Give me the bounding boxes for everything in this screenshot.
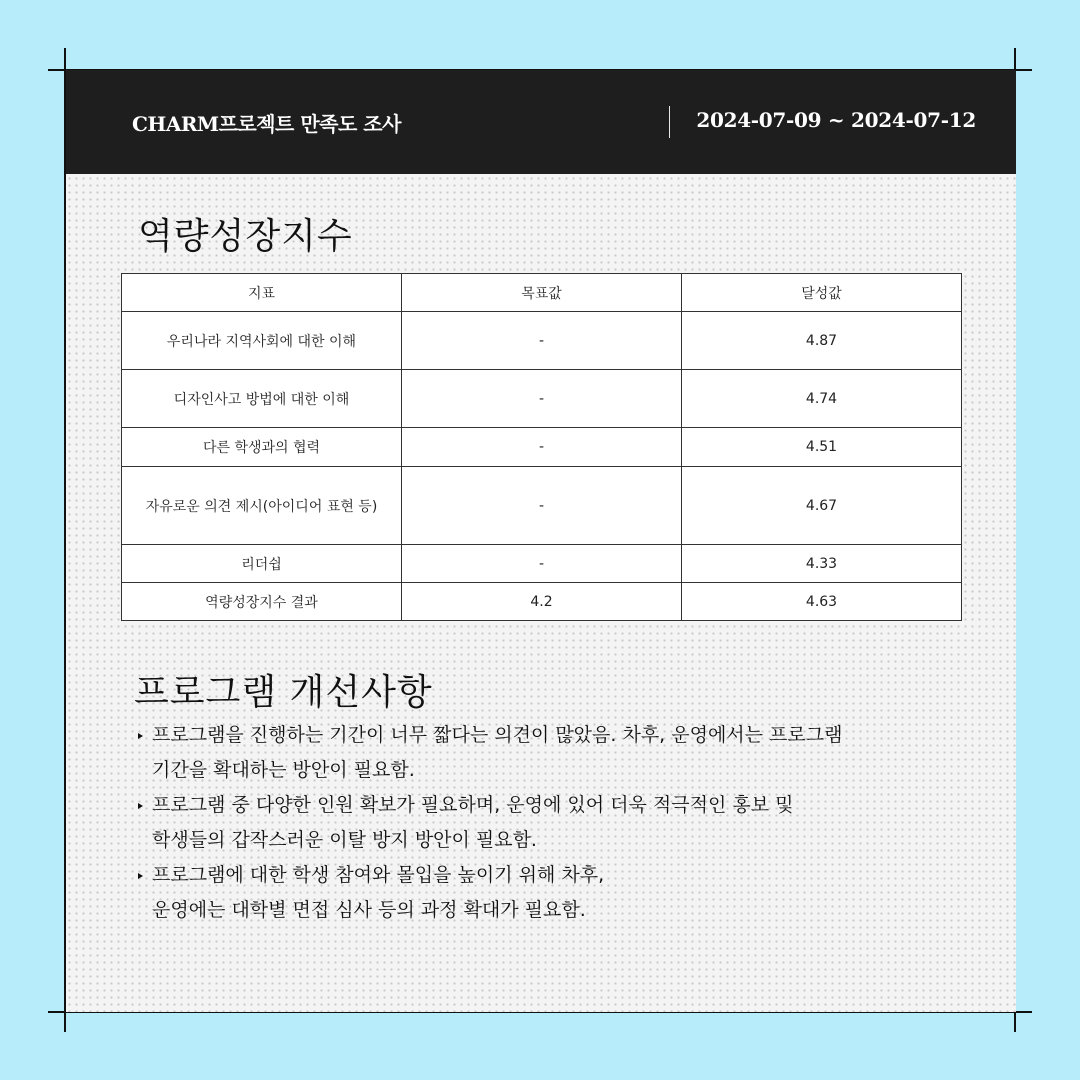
- competency-title: 역량성장지수: [138, 216, 353, 257]
- table-row: [122, 428, 962, 467]
- header-date-range: 2024-07-09 ~ 2024-07-12: [696, 108, 976, 132]
- cell-indicator: 다른 학생과의 협력: [122, 428, 402, 467]
- cell-indicator: 우리나라 지역사회에 대한 이해: [122, 312, 402, 370]
- list-item-line: 기간을 확대하는 방안이 필요함.: [152, 759, 415, 781]
- cell-target: -: [402, 428, 682, 467]
- improvements-title: 프로그램 개선사항: [134, 672, 433, 713]
- triangle-bullet-icon: [138, 803, 143, 809]
- cell-achieved: 4.67: [682, 467, 962, 545]
- table-row: [122, 370, 962, 428]
- report-card: [66, 70, 1016, 1012]
- cell-target: 4.2: [402, 583, 682, 621]
- list-item-line: 프로그램을 진행하는 기간이 너무 짧다는 의견이 많았음. 차후, 운영에서는 프로그램: [152, 724, 843, 746]
- list-item: [138, 718, 998, 788]
- list-item-line: 학생들의 갑작스러운 이탈 방지 방안이 필요함.: [152, 829, 537, 851]
- cell-indicator: 역량성장지수 결과: [122, 583, 402, 621]
- table-header-row: [122, 274, 962, 312]
- column-header-target: 목표값: [402, 274, 682, 312]
- cell-achieved: 4.33: [682, 545, 962, 583]
- competency-table: [121, 273, 962, 621]
- cell-achieved: 4.87: [682, 312, 962, 370]
- triangle-bullet-icon: [138, 873, 143, 879]
- cell-target: -: [402, 312, 682, 370]
- header-divider: [669, 106, 670, 138]
- cell-target: -: [402, 545, 682, 583]
- cell-achieved: 4.51: [682, 428, 962, 467]
- list-item-line: 프로그램 중 다양한 인원 확보가 필요하며, 운영에 있어 더욱 적극적인 홍보 및: [152, 794, 794, 816]
- list-item: [138, 788, 998, 858]
- cell-achieved: 4.63: [682, 583, 962, 621]
- cell-target: -: [402, 370, 682, 428]
- column-header-indicator: 지표: [122, 274, 402, 312]
- cell-indicator: 디자인사고 방법에 대한 이해: [122, 370, 402, 428]
- table-row: [122, 312, 962, 370]
- cell-achieved: 4.74: [682, 370, 962, 428]
- table-row-result: [122, 583, 962, 621]
- table-row: [122, 467, 962, 545]
- table-row: [122, 545, 962, 583]
- column-header-achieved: 달성값: [682, 274, 962, 312]
- improvement-list: [138, 718, 998, 928]
- list-item-line: 프로그램에 대한 학생 참여와 몰입을 높이기 위해 차후,: [152, 864, 605, 886]
- cell-indicator: 리더쉽: [122, 545, 402, 583]
- list-item: [138, 858, 998, 928]
- header-bar: [66, 70, 1016, 174]
- header-title: CHARM프로젝트 만족도 조사: [132, 112, 401, 136]
- cell-target: -: [402, 467, 682, 545]
- list-item-line: 운영에는 대학별 면접 심사 등의 과정 확대가 필요함.: [152, 899, 586, 921]
- triangle-bullet-icon: [138, 733, 143, 739]
- cell-indicator: 자유로운 의견 제시(아이디어 표현 등): [122, 467, 402, 545]
